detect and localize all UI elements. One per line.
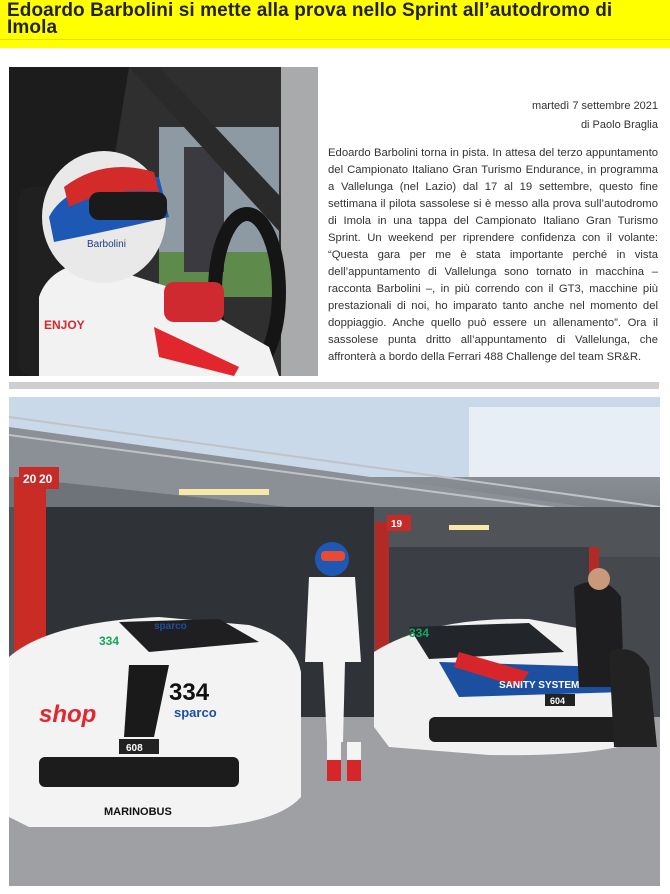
pit-sign-left-b: 20 bbox=[39, 472, 53, 486]
article-date: martedì 7 settembre 2021 bbox=[532, 100, 658, 112]
pit-sign-left: 20 bbox=[23, 472, 37, 486]
suit-name-text: Barbolini bbox=[87, 239, 126, 250]
suit-badge: ENJOY bbox=[44, 318, 85, 332]
left-car-number: 334 bbox=[169, 679, 210, 706]
article-meta bbox=[532, 97, 658, 135]
left-car-side-logo: shop bbox=[39, 701, 97, 728]
article-title: Edoardo Barbolini si mette alla prova nello Sprint all’autodromo di Imola bbox=[7, 0, 613, 38]
right-car-plate: 604 bbox=[550, 696, 566, 706]
article-body: Edoardo Barbolini torna in pista. In attesa del terzo appuntamento del Campionato Italiano Gran Turismo Endurance, in programma a Vallelunga (nel Lazio) dal 17 al 19 settembre, questo fine settimana il pilota sassolese si è messo alla prova sull’autodromo di Imola in una tappa del Campionato Italiano Gran Turismo Sprint. Un weekend per riprendere confidenza con il volante: “Questa gara per me è stata importante perché in vista dell’appuntamento di Vallelunga sono tornato in macchina – racconta Barbolini –, in più correndo con il GT3, macchine più prestazionali di noi, ho imparato tanto anche nel momento del doppiaggio. Anche quello può essere un allenamento”. Ora il sassolese punta dritto all’appuntamento di Vallelunga, che affronterà a bordo della Ferrari 488 Challenge del team SR&R. bbox=[328, 147, 658, 363]
left-car-sponsor-top: sparco bbox=[154, 621, 187, 632]
pit-lane-illustration bbox=[9, 397, 660, 886]
section-divider bbox=[9, 382, 659, 389]
cockpit-illustration bbox=[9, 67, 318, 376]
title-underline bbox=[0, 40, 670, 48]
article-author: di Paolo Braglia bbox=[580, 119, 658, 131]
right-car-sponsor: SANITY SYSTEM bbox=[499, 680, 580, 691]
left-car-sponsor: sparco bbox=[174, 705, 217, 720]
left-car-bottom-sponsor: MARINOBUS bbox=[104, 806, 172, 818]
pit-sign-right: 19 bbox=[391, 519, 403, 530]
left-car-roof-number: 334 bbox=[99, 634, 120, 648]
driver-cockpit-photo bbox=[9, 67, 318, 376]
left-car-plate: 608 bbox=[126, 743, 143, 754]
article-header bbox=[0, 0, 670, 40]
pit-lane-photo bbox=[9, 397, 660, 886]
right-car-number: 334 bbox=[409, 626, 430, 640]
